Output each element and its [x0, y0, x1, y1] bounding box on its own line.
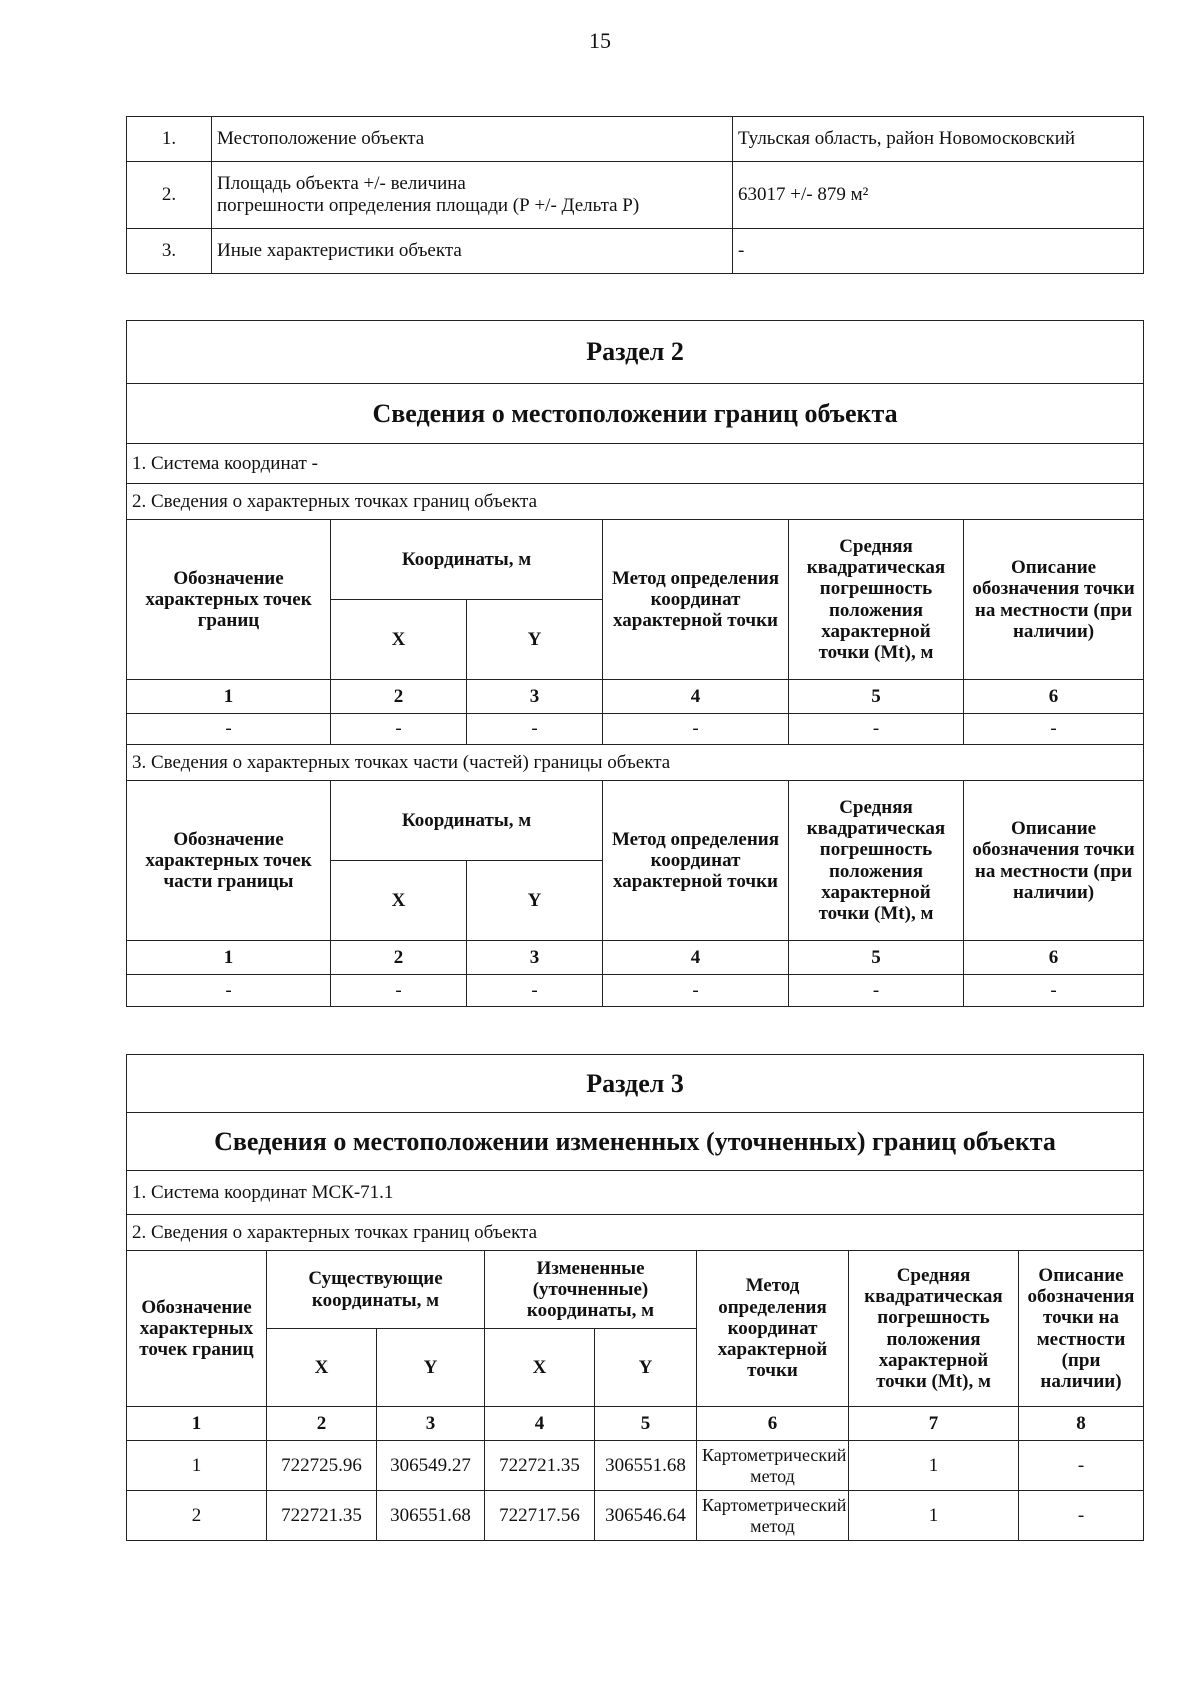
- header-coords: Координаты, м: [331, 520, 603, 600]
- header-x: X: [267, 1329, 377, 1407]
- header-y: Y: [595, 1329, 697, 1407]
- column-number: 3: [467, 680, 603, 714]
- cell: 1: [127, 1441, 267, 1491]
- column-number: 3: [467, 941, 603, 975]
- row-value: Тульская область, район Новомосковский: [733, 117, 1144, 162]
- cell: 306546.64: [595, 1491, 697, 1541]
- column-number: 7: [849, 1407, 1019, 1441]
- section2-title: Раздел 2: [127, 321, 1144, 384]
- cell: 722717.56: [485, 1491, 595, 1541]
- column-number: 2: [331, 680, 467, 714]
- column-number: 3: [377, 1407, 485, 1441]
- header-row: [127, 781, 1144, 861]
- row-number: 1.: [127, 117, 212, 162]
- cell: 722725.96: [267, 1441, 377, 1491]
- row-value: 63017 +/- 879 м²: [733, 162, 1144, 229]
- column-number: 6: [964, 941, 1144, 975]
- cell: Картометрический метод: [697, 1491, 849, 1541]
- header-row: [127, 1251, 1144, 1329]
- table-row: [127, 1491, 1144, 1541]
- section2-subtitle: Сведения о местоположении границ объекта: [127, 384, 1144, 444]
- header-description: Описание обозначения точки на местности (при наличии): [964, 781, 1144, 941]
- cell: 722721.35: [485, 1441, 595, 1491]
- column-number-row: [127, 1407, 1144, 1441]
- cell: 306551.68: [377, 1491, 485, 1541]
- section3-title: Раздел 3: [127, 1055, 1144, 1113]
- cell: -: [467, 975, 603, 1007]
- header-error: Средняя квадратическая погрешность положения характерной точки (Mt), м: [849, 1251, 1019, 1407]
- coord-system: 1. Система координат МСК-71.1: [127, 1171, 1144, 1215]
- cell: -: [331, 714, 467, 745]
- column-number: 8: [1019, 1407, 1144, 1441]
- cell: -: [789, 975, 964, 1007]
- cell: -: [467, 714, 603, 745]
- column-number: 6: [964, 680, 1144, 714]
- column-number-row: [127, 941, 1144, 975]
- table-row: [127, 117, 1144, 162]
- header-existing-coords: Существующие координаты, м: [267, 1251, 485, 1329]
- table-row: [127, 229, 1144, 274]
- row-number: 3.: [127, 229, 212, 274]
- cell: -: [603, 975, 789, 1007]
- column-number: 5: [789, 680, 964, 714]
- page-number: 15: [589, 28, 611, 53]
- header-x: X: [331, 600, 467, 680]
- header-method: Метод определения координат характерной точки: [603, 781, 789, 941]
- header-y: Y: [377, 1329, 485, 1407]
- section3-subtitle: Сведения о местоположении измененных (уточненных) границ объекта: [127, 1113, 1144, 1171]
- header-y: Y: [467, 600, 603, 680]
- header-method: Метод определения координат характерной точки: [697, 1251, 849, 1407]
- table-row: [127, 714, 1144, 745]
- column-number: 5: [595, 1407, 697, 1441]
- points-heading: 2. Сведения о характерных точках границ объекта: [127, 1215, 1144, 1251]
- points-heading: 2. Сведения о характерных точках границ объекта: [127, 484, 1144, 520]
- cell: 2: [127, 1491, 267, 1541]
- header-y: Y: [467, 861, 603, 941]
- column-number: 2: [331, 941, 467, 975]
- cell: -: [127, 975, 331, 1007]
- column-number: 4: [485, 1407, 595, 1441]
- header-error: Средняя квадратическая погрешность положения характерной точки (Mt), м: [789, 781, 964, 941]
- column-number: 4: [603, 941, 789, 975]
- cell: 306551.68: [595, 1441, 697, 1491]
- coord-system: 1. Система координат -: [127, 444, 1144, 484]
- row-label-line: Площадь объекта +/- величина: [217, 173, 466, 195]
- cell: -: [1019, 1491, 1144, 1541]
- cell: 1: [849, 1441, 1019, 1491]
- cell: 722721.35: [267, 1491, 377, 1541]
- cell: -: [964, 714, 1144, 745]
- cell: -: [1019, 1441, 1144, 1491]
- column-number: 1: [127, 1407, 267, 1441]
- section2-table: [126, 320, 1144, 1007]
- column-number: 2: [267, 1407, 377, 1441]
- header-error: Средняя квадратическая погрешность положения характерной точки (Mt), м: [789, 520, 964, 680]
- header-designation: Обозначение характерных точек границ: [127, 520, 331, 680]
- header-changed-coords: Измененные (уточненные) координаты, м: [485, 1251, 697, 1329]
- cell: Картометрический метод: [697, 1441, 849, 1491]
- cell: -: [127, 714, 331, 745]
- cell: 1: [849, 1491, 1019, 1541]
- cell: 306549.27: [377, 1441, 485, 1491]
- row-value: -: [733, 229, 1144, 274]
- cell: -: [964, 975, 1144, 1007]
- row-label: Местоположение объекта: [212, 117, 733, 162]
- column-number-row: [127, 680, 1144, 714]
- header-description: Описание обозначения точки на местности (при наличии): [1019, 1251, 1144, 1407]
- header-description: Описание обозначения точки на местности (при наличии): [964, 520, 1144, 680]
- column-number: 5: [789, 941, 964, 975]
- header-x: X: [485, 1329, 595, 1407]
- header-x: X: [331, 861, 467, 941]
- column-number: 1: [127, 680, 331, 714]
- header-coords: Координаты, м: [331, 781, 603, 861]
- header-method: Метод определения координат характерной точки: [603, 520, 789, 680]
- header-designation: Обозначение характерных точек границ: [127, 1251, 267, 1407]
- cell: -: [789, 714, 964, 745]
- header-designation-part: Обозначение характерных точек части границы: [127, 781, 331, 941]
- column-number: 1: [127, 941, 331, 975]
- cell: -: [603, 714, 789, 745]
- header-row: [127, 520, 1144, 600]
- row-label: [212, 162, 733, 229]
- table-row: [127, 975, 1144, 1007]
- row-number: 2.: [127, 162, 212, 229]
- row-label: Иные характеристики объекта: [212, 229, 733, 274]
- column-number: 6: [697, 1407, 849, 1441]
- cell: -: [331, 975, 467, 1007]
- table-row: [127, 162, 1144, 229]
- object-info-table: [126, 116, 1144, 274]
- column-number: 4: [603, 680, 789, 714]
- row-label-line: погрешности определения площади (Р +/- Дельта Р): [217, 195, 640, 216]
- section3-table: [126, 1054, 1144, 1541]
- parts-heading: 3. Сведения о характерных точках части (частей) границы объекта: [127, 745, 1144, 781]
- table-row: [127, 1441, 1144, 1491]
